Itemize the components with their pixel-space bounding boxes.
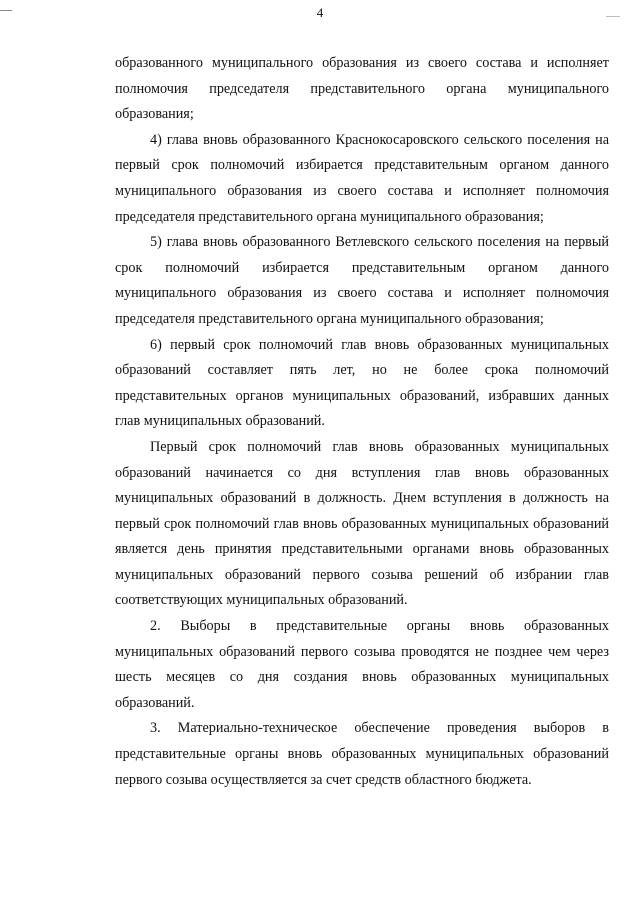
document-body	[115, 51, 609, 793]
paragraph-item-5: 5) глава вновь образованного Ветлевского сельского поселения на первый срок полномочий избирается представительным органом данного муниципального образования из своего состава и исполняет полномочия председателя представительного органа муниципального образования;	[115, 234, 609, 327]
page-number: 4	[316, 5, 324, 20]
paragraph-first-term: Первый срок полномочий глав вновь образованных муниципальных образований начинается со дня вступления глав вновь образованных муниципальных образований в должность. Днем вступления в должность на первый срок полномочий глав вновь образованных муниципальных образований является день принятия представительными органами вновь образованных муниципальных образований первого созыва решений об избрании глав соответствующих муниципальных образований.	[115, 438, 609, 609]
paragraph-section-3: 3. Материально-техническое обеспечение проведения выборов в представительные органы вновь образованных муниципальных образований первого созыва осуществляется за счет средств областного бюджета.	[115, 720, 609, 788]
paragraph-item-6: 6) первый срок полномочий глав вновь образованных муниципальных образований составляет пять лет, но не более срока полномочий представительных органов муниципальных образований, избравших данных глав муниципальных образований.	[115, 336, 609, 430]
paragraph-section-2: 2. Выборы в представительные органы вновь образованных муниципальных образований первого созыва проводятся не позднее чем через шесть месяцев со дня создания вновь образованных муниципальных образований.	[115, 618, 609, 711]
paragraph-item-4: 4) глава вновь образованного Краснокосаровского сельского поселения на первый срок полномочий избирается представительным органом данного муниципального образования из своего состава и исполняет полномочия председателя представительного органа муниципального образования;	[115, 131, 609, 225]
paragraph-continuation: образованного муниципального образования из своего состава и исполняет полномочия председателя представительного органа муниципального образования;	[115, 55, 609, 123]
